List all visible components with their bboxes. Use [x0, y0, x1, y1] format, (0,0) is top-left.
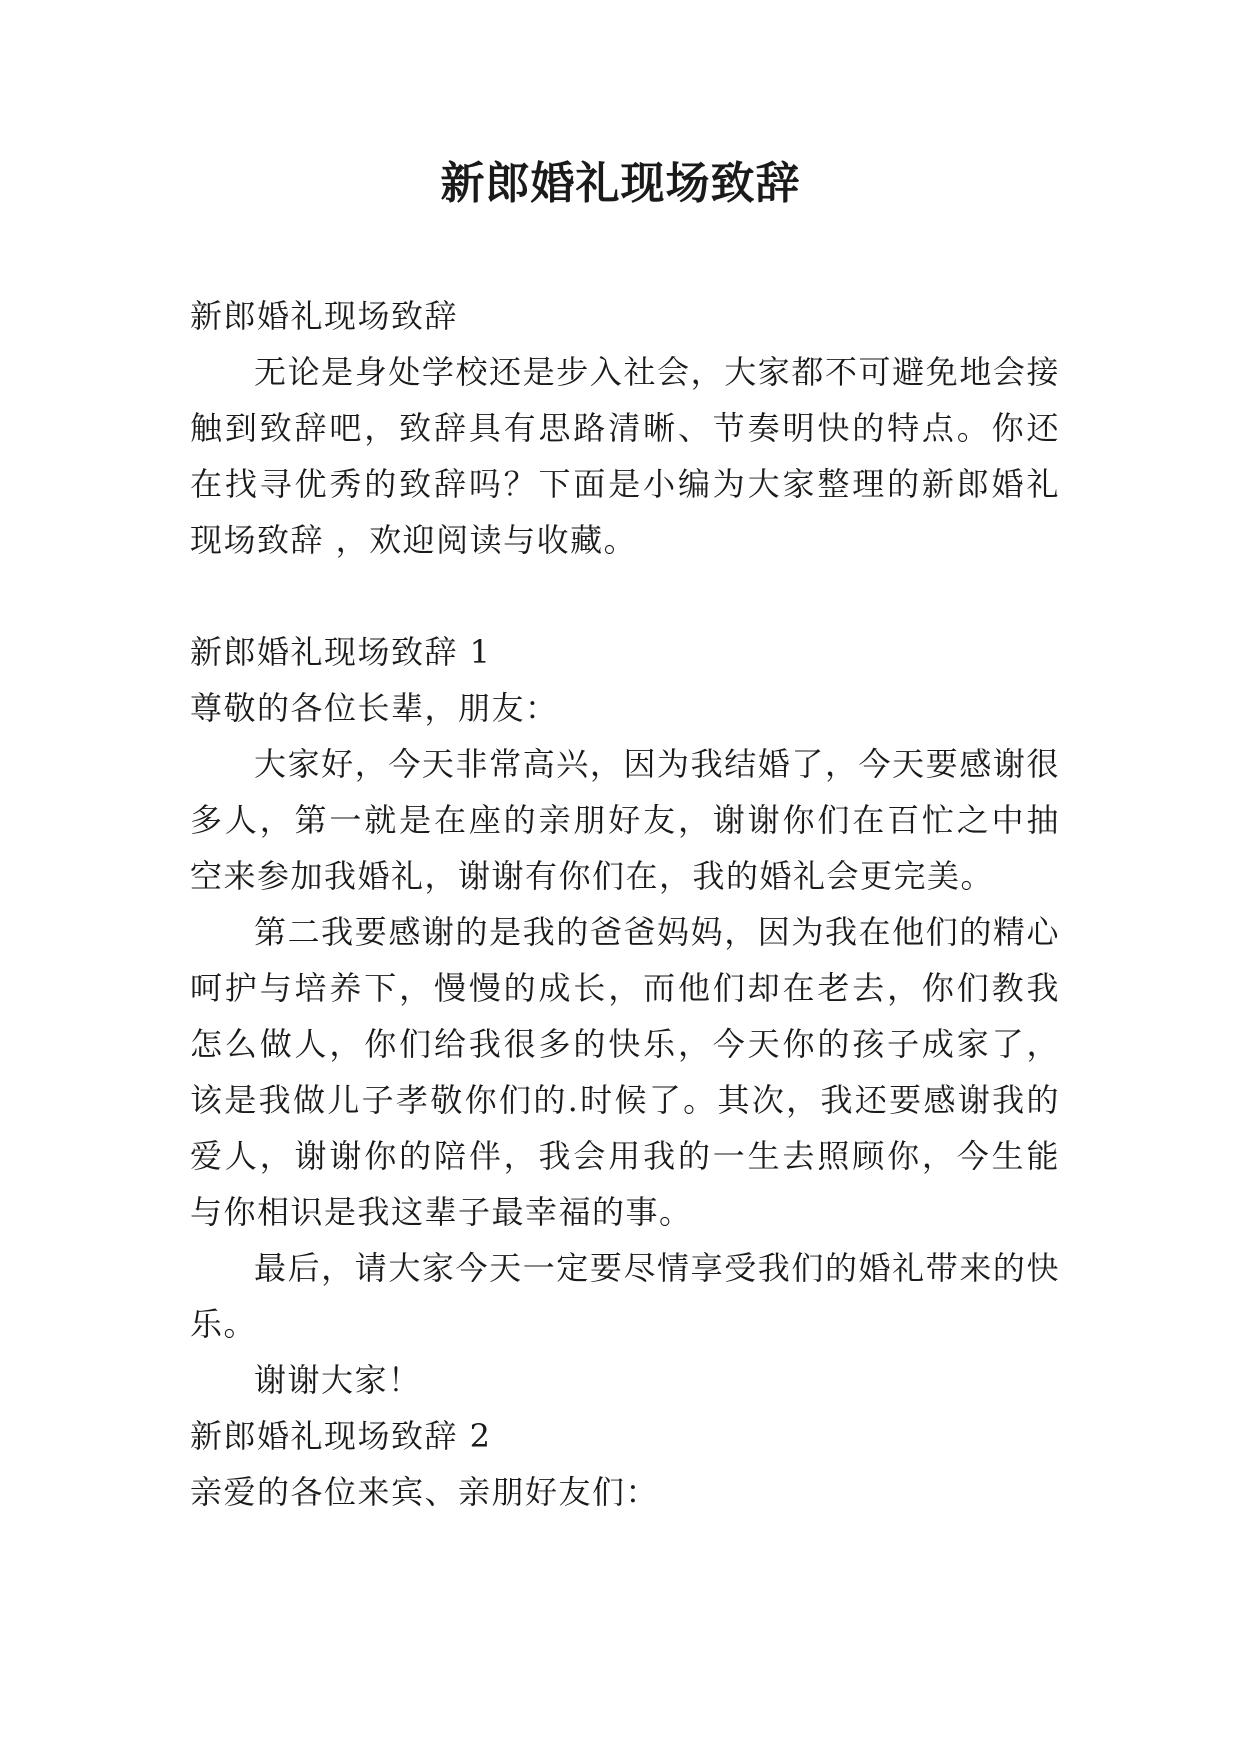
section-heading: 新郎婚礼现场致辞 2	[190, 1417, 492, 1455]
section-heading: 新郎婚礼现场致辞 1	[190, 633, 492, 671]
speech-paragraph: 第二我要感谢的是我的爸爸妈妈，因为我在他们的精心呵护与培养下，慢慢的成长，而他们却在老去，你们教我怎么做人，你们给我很多的快乐，今天你的孩子成家了，该是我做儿子孝敬你们的.时候了。其次，我还要感谢我的爱人，谢谢你的陪伴，我会用我的一生去照顾你，今生能与你相识是我这辈子最幸福的事。	[190, 913, 1060, 1231]
speech-paragraph: 大家好，今天非常高兴，因为我结婚了，今天要感谢很多人，第一就是在座的亲朋好友，谢谢你们在百忙之中抽空来参加我婚礼，谢谢有你们在，我的婚礼会更完美。	[190, 745, 1060, 895]
intro-paragraph: 无论是身处学校还是步入社会，大家都不可避免地会接触到致辞吧，致辞具有思路清晰、节奏明快的特点。你还在找寻优秀的致辞吗？下面是小编为大家整理的新郎婚礼现场致辞 ，欢迎阅读与收藏。	[190, 353, 1060, 559]
salutation: 尊敬的各位长辈，朋友：	[190, 689, 559, 727]
speech-paragraph: 最后，请大家今天一定要尽情享受我们的婚礼带来的快乐。	[190, 1249, 1060, 1343]
document-body	[190, 288, 1060, 1520]
document-title: 新郎婚礼现场致辞	[440, 158, 801, 209]
speech-closing: 谢谢大家！	[254, 1361, 422, 1399]
salutation: 亲爱的各位来宾、亲朋好友们：	[190, 1473, 660, 1511]
document-subtitle: 新郎婚礼现场致辞	[190, 297, 459, 335]
